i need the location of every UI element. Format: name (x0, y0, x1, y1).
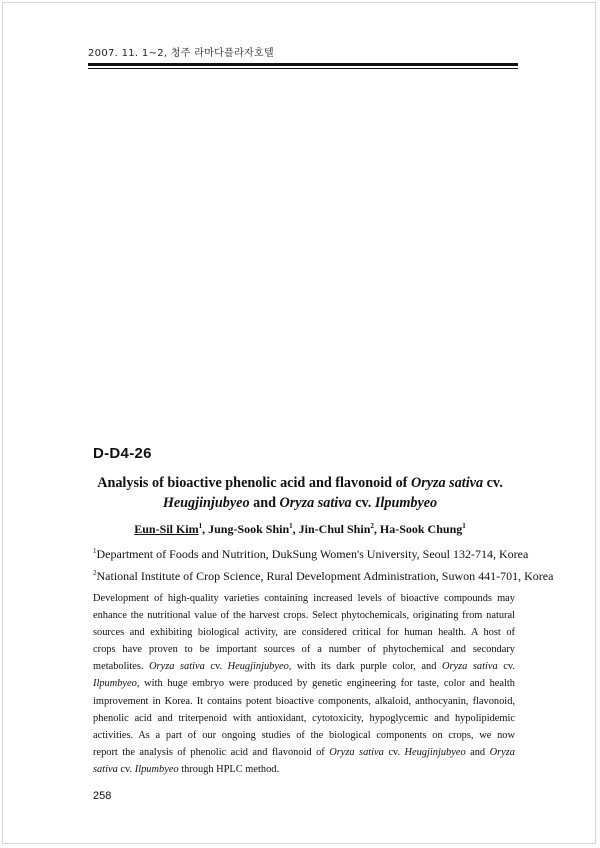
header-rule-thin (88, 68, 518, 69)
paper-title (88, 473, 512, 513)
abstract-text: cv. (497, 661, 515, 673)
abstract-line (93, 761, 515, 778)
abstract-text: cv. (117, 763, 135, 775)
abstract-species: Oryza sativa (329, 746, 384, 758)
abstract-species: sativa (93, 763, 118, 775)
author-affil-mark: 1 (462, 522, 466, 530)
abstract-species: Oryza sativa (149, 661, 205, 673)
title-line-1 (88, 473, 512, 493)
author-affil-mark: 1 (289, 522, 293, 530)
paper-code: D-D4-26 (93, 445, 152, 462)
author-list (88, 522, 512, 537)
running-header (88, 44, 518, 69)
affiliation (93, 542, 529, 564)
abstract-line: phenolic acid and triterpenoid with antioxidant, cytotoxicity, hypoglycemic and hypolipidemic (93, 712, 515, 724)
abstract-line: sources and exhibiting biological activity, are considered critical for human health. A host of (93, 627, 515, 639)
title-cultivar: Ilpumbyeo (374, 495, 438, 511)
abstract-species: Oryza sativa (441, 661, 498, 673)
affiliations (93, 542, 554, 586)
abstract (93, 590, 515, 778)
abstract-cultivar: Heugjinjubyeo (227, 661, 289, 673)
abstract-cultivar: Heugjinjubyeo (404, 746, 466, 758)
affiliation-mark: 2 (93, 569, 97, 577)
abstract-text: through HPLC method. (178, 763, 280, 775)
title-line-2 (88, 493, 512, 513)
abstract-cultivar: Ilpumbyeo (134, 763, 179, 775)
author-name: Eun-Sil Kim (134, 522, 199, 536)
author-affil-mark: 1 (198, 522, 203, 530)
abstract-line (93, 744, 515, 761)
abstract-line (93, 658, 515, 675)
title-text: Analysis of bioactive phenolic acid and flavonoid of (97, 475, 411, 491)
affiliation-mark: 1 (93, 547, 97, 555)
title-species: Oryza sativa (410, 475, 484, 491)
title-species: Oryza sativa (279, 495, 352, 511)
affiliation-text: Department of Foods and Nutrition, DukSung Women's University, Seoul 132-714, Korea (96, 547, 529, 561)
abstract-line: improvement in Korea. It contains potent bioactive components, alkaloid, anthocyanin, flavonoid, (93, 695, 515, 707)
header-text: 2007. 11. 1~2, 청주 라마다플라자호텔 (88, 48, 274, 59)
abstract-text: report the analysis of phenolic acid and flavonoid of (93, 746, 330, 758)
author-name: Jung-Sook Shin (208, 522, 290, 536)
abstract-line (93, 675, 515, 692)
title-and: and (249, 495, 280, 511)
abstract-species: Oryza (489, 746, 515, 758)
author-separator: , (202, 522, 209, 536)
abstract-text: metabolites. (93, 661, 150, 673)
title-cultivar: Heugjinjubyeo (162, 495, 250, 511)
abstract-cultivar: Ilpumbyeo (93, 678, 137, 690)
affiliation (93, 564, 554, 586)
abstract-line: activities. As a part of our ongoing studies of the biological components on crops, we now (93, 729, 515, 741)
abstract-line: crops have proven to be important sources of a number of phytochemical and secondary (93, 644, 515, 656)
abstract-text: , with its dark purple color, and (288, 661, 442, 673)
abstract-line: enhance the nutritional value of the harvest crops. Select phytochemicals, originating from natural (93, 610, 515, 622)
author-affil-mark: 2 (370, 522, 374, 530)
title-cv: cv. (351, 495, 375, 511)
author-name: Ha-Sook Chung (379, 522, 463, 536)
abstract-text: cv. (383, 746, 405, 758)
author-separator: , (292, 522, 299, 536)
page-number: 258 (93, 790, 112, 802)
author-name: Jin-Chul Shin (298, 522, 371, 536)
abstract-text: cv. (204, 661, 228, 673)
title-cv: cv. (483, 475, 503, 491)
abstract-line: Development of high-quality varieties containing increased levels of bioactive compounds may (93, 593, 515, 604)
affiliation-text: National Institute of Crop Science, Rural Development Administration, Suwon 441-701, Korea (96, 569, 554, 583)
abstract-text: and (465, 746, 490, 758)
author-separator: , (373, 522, 380, 536)
header-rule (88, 63, 518, 66)
abstract-text: , with huge embryo were produced by genetic engineering for taste, color and health (136, 678, 515, 690)
